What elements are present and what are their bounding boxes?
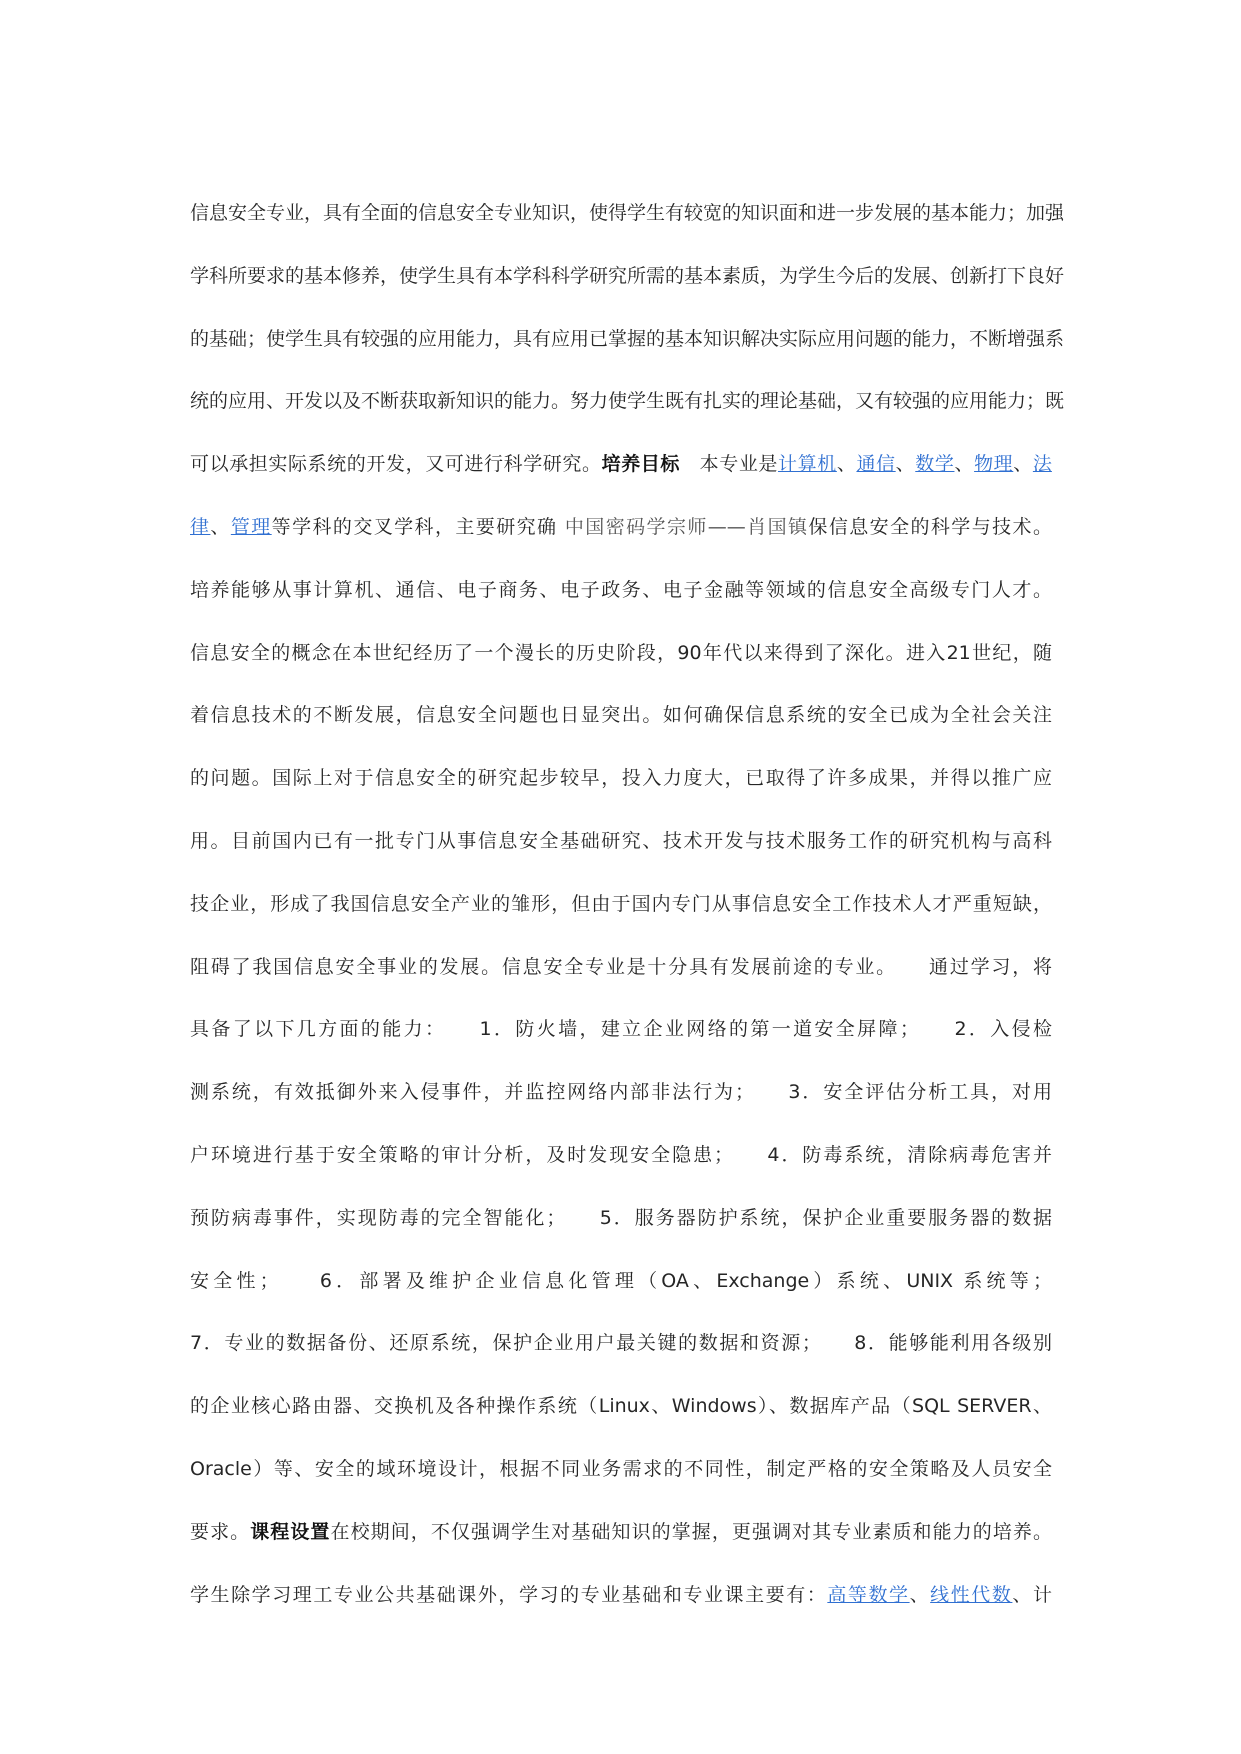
text-run: 户环境进行基于安全策略的审计分析，及时发现安全隐患； 4．防毒系统，清除病毒危害并 bbox=[190, 1143, 1052, 1166]
term-link[interactable]: 计算机 bbox=[778, 453, 837, 476]
text-line bbox=[190, 1250, 1052, 1313]
text-run: 、 bbox=[895, 453, 916, 476]
text-run: 、 bbox=[954, 453, 975, 476]
text-line bbox=[190, 747, 1052, 810]
term-link[interactable]: 律 bbox=[190, 515, 211, 538]
text-run: 信息安全的概念在本世纪经历了一个漫长的历史阶段，90年代以来得到了深化。进入21世纪，随 bbox=[190, 641, 1052, 664]
text-line bbox=[190, 182, 1065, 245]
term-link[interactable]: 线性代数 bbox=[930, 1583, 1013, 1606]
text-line bbox=[190, 1375, 1052, 1438]
body-text bbox=[190, 182, 1065, 1626]
text-run: 具备了以下几方面的能力： 1．防火墙，建立企业网络的第一道安全屏障； 2．入侵检 bbox=[190, 1018, 1052, 1041]
text-run: 技企业，形成了我国信息安全产业的雏形，但由于国内专门从事信息安全工作技术人才严重短缺， bbox=[190, 892, 1052, 915]
text-run: 着信息技术的不断发展，信息安全问题也日显突出。如何确保信息系统的安全已成为全社会关注 bbox=[190, 704, 1052, 727]
text-run: 、计 bbox=[1012, 1583, 1052, 1606]
text-run: 阻碍了我国信息安全事业的发展。信息安全专业是十分具有发展前途的专业。 通过学习，将 bbox=[190, 955, 1052, 978]
text-line bbox=[190, 810, 1052, 873]
inline-caption: 中国密码学宗师——肖国镇 bbox=[564, 515, 809, 538]
text-run: 学科所要求的基本修养，使学生具有本学科科学研究所需的基本素质，为学生今后的发展、创新打下良好 bbox=[190, 264, 1065, 287]
term-link[interactable]: 物理 bbox=[974, 453, 1014, 476]
text-line bbox=[190, 873, 1052, 936]
text-line bbox=[190, 622, 1052, 685]
text-run: 7．专业的数据备份、还原系统，保护企业用户最关键的数据和资源； 8．能够能利用各级别 bbox=[190, 1332, 1052, 1355]
text-line bbox=[190, 1438, 1052, 1501]
text-line bbox=[190, 1564, 1052, 1627]
text-run: 的基础；使学生具有较强的应用能力，具有应用已掌握的基本知识解决实际应用问题的能力，不断增强系 bbox=[190, 327, 1065, 350]
text-line bbox=[190, 1187, 1052, 1250]
term-link[interactable]: 数学 bbox=[915, 453, 955, 476]
text-run: 的企业核心路由器、交换机及各种操作系统（Linux、Windows）、数据库产品（SQL SERVER、 bbox=[190, 1395, 1052, 1418]
term-link[interactable]: 高等数学 bbox=[827, 1583, 910, 1606]
text-run: 本专业是 bbox=[680, 453, 779, 476]
section-heading: 培养目标 bbox=[601, 453, 681, 476]
text-run: 用。目前国内已有一批专门从事信息安全基础研究、技术开发与技术服务工作的研究机构与高科 bbox=[190, 829, 1052, 852]
text-run: 、 bbox=[909, 1583, 931, 1606]
text-run: 、 bbox=[1013, 453, 1033, 476]
text-run: 、 bbox=[210, 515, 231, 538]
text-run: 可以承担实际系统的开发，又可进行科学研究。 bbox=[190, 453, 602, 476]
term-link[interactable]: 法 bbox=[1032, 453, 1052, 476]
text-line bbox=[190, 684, 1052, 747]
text-run: 要求。 bbox=[190, 1520, 251, 1543]
text-run: 统的应用、开发以及不断获取新知识的能力。努力使学生既有扎实的理论基础，又有较强的应用能力；既 bbox=[190, 390, 1065, 413]
text-line bbox=[190, 308, 1065, 371]
text-run: 学生除学习理工专业公共基础课外，学习的专业基础和专业课主要有： bbox=[190, 1583, 828, 1606]
text-line bbox=[190, 559, 1052, 622]
term-link[interactable]: 管理 bbox=[230, 515, 272, 538]
text-line bbox=[190, 433, 1052, 496]
text-run: 保信息安全的科学与技术。 bbox=[808, 515, 1052, 538]
text-line bbox=[190, 936, 1052, 999]
text-line bbox=[190, 998, 1052, 1061]
text-run: 在校期间，不仅强调学生对基础知识的掌握，更强调对其专业素质和能力的培养。 bbox=[330, 1520, 1052, 1543]
term-link[interactable]: 通信 bbox=[856, 453, 896, 476]
text-run: 培养能够从事计算机、通信、电子商务、电子政务、电子金融等领域的信息安全高级专门人才。 bbox=[190, 578, 1052, 601]
text-run: 预防病毒事件，实现防毒的完全智能化； 5．服务器防护系统，保护企业重要服务器的数据 bbox=[190, 1206, 1052, 1229]
text-run: 安全性； 6．部署及维护企业信息化管理（OA、Exchange）系统、UNIX 系统等； bbox=[190, 1269, 1052, 1292]
text-run: 测系统，有效抵御外来入侵事件，并监控网络内部非法行为； 3．安全评估分析工具，对用 bbox=[190, 1081, 1052, 1104]
text-line bbox=[190, 1124, 1052, 1187]
text-line bbox=[190, 1061, 1052, 1124]
text-line bbox=[190, 1312, 1052, 1375]
text-line bbox=[190, 1501, 1052, 1564]
text-run: 等学科的交叉学科，主要研究确 bbox=[271, 515, 565, 538]
text-run: 的问题。国际上对于信息安全的研究起步较早，投入力度大，已取得了许多成果，并得以推广应 bbox=[190, 767, 1052, 790]
text-line bbox=[190, 370, 1065, 433]
section-heading: 课程设置 bbox=[250, 1520, 331, 1543]
text-line bbox=[190, 496, 1052, 559]
text-run: 、 bbox=[836, 453, 857, 476]
text-line bbox=[190, 245, 1065, 308]
text-run: 信息安全专业，具有全面的信息安全专业知识，使得学生有较宽的知识面和进一步发展的基本能力；加强 bbox=[190, 202, 1065, 224]
text-run: Oracle）等、安全的域环境设计，根据不同业务需求的不同性，制定严格的安全策略及人员安全 bbox=[190, 1457, 1052, 1480]
